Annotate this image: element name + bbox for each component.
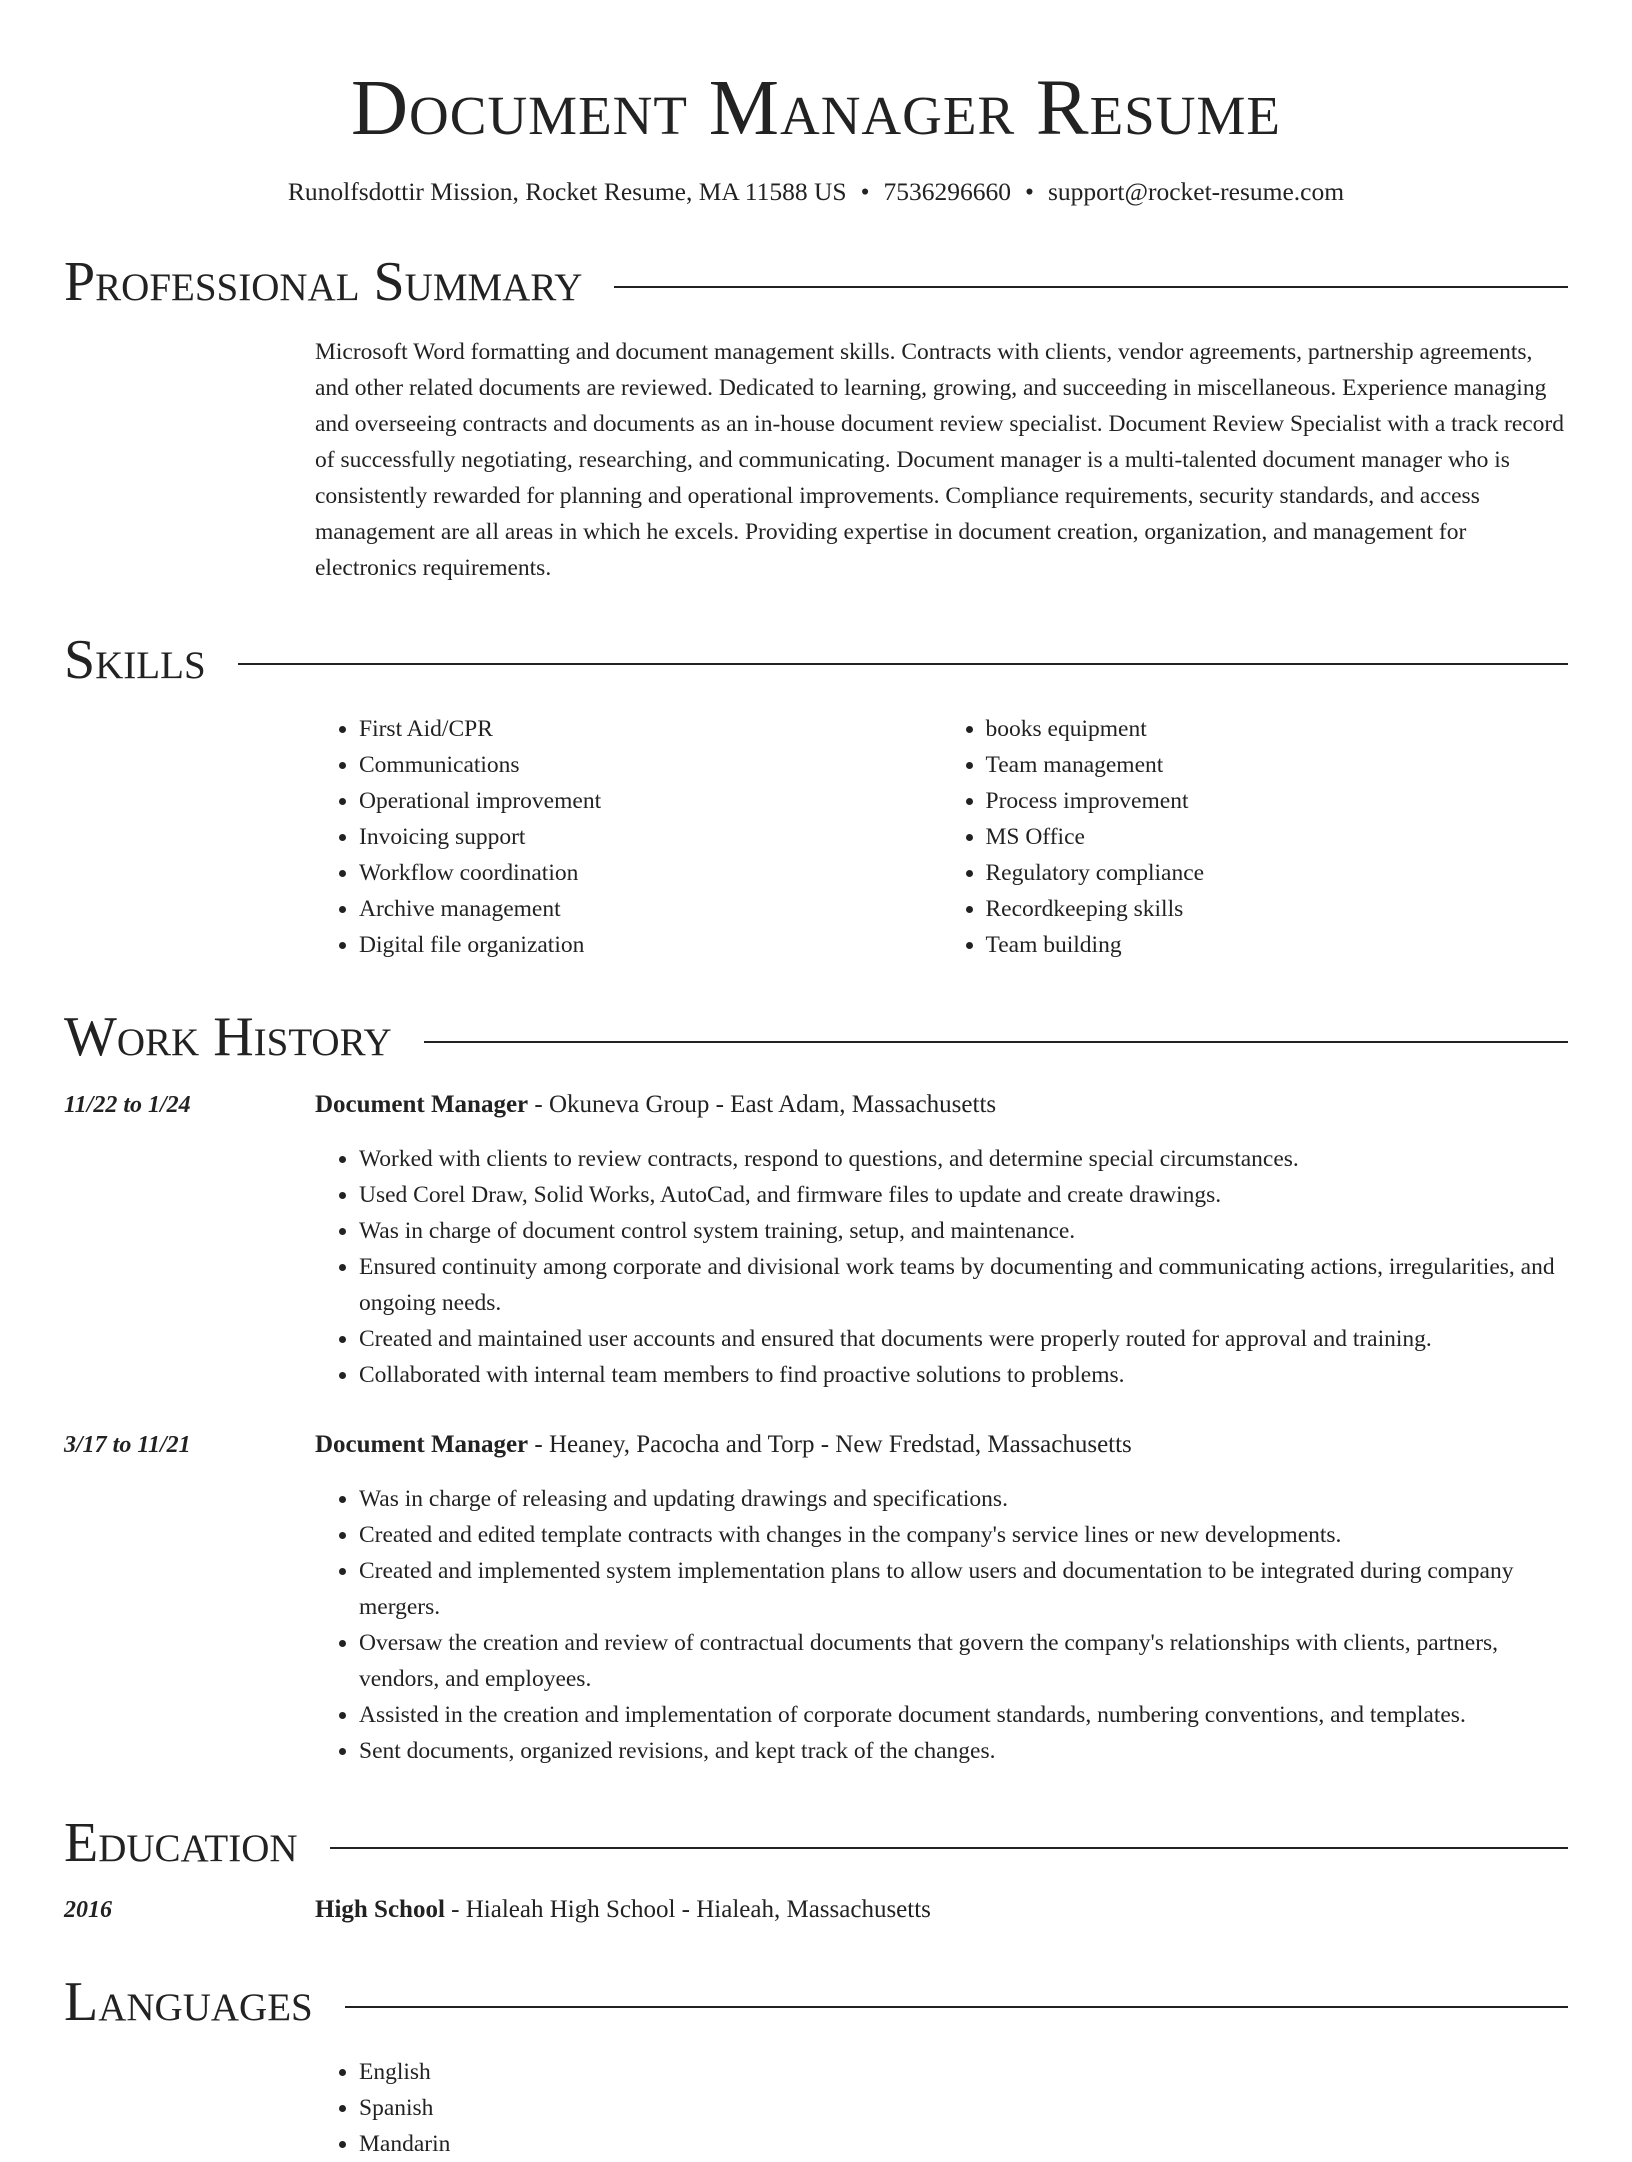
skill-item: • Process improvement — [986, 783, 1569, 819]
languages-items — [315, 2054, 1568, 2162]
skill-item: • First Aid/CPR — [359, 711, 942, 747]
contact-email: support@rocket-resume.com — [1047, 176, 1345, 206]
job-bullet: • Created and maintained user accounts and ensured that documents were properly routed for approval and training. — [359, 1321, 1568, 1357]
job-entry — [64, 1427, 1568, 1769]
job-bullet: • Was in charge of releasing and updating drawings and specifications. — [359, 1481, 1568, 1517]
contact-line — [64, 175, 1568, 208]
job-bullet: • Assisted in the creation and implementation of corporate document standards, numbering conventions, and templates. — [359, 1697, 1568, 1733]
job-bullet: • Ensured continuity among corporate and divisional work teams by documenting and communicating actions, irregularities, and ongoing needs. — [359, 1249, 1568, 1321]
skill-item: • books equipment — [986, 711, 1569, 747]
skill-item: • Team management — [986, 747, 1569, 783]
contact-phone: 7536296660 — [883, 176, 1012, 206]
job-bullets — [315, 1141, 1568, 1393]
summary-section-header — [64, 252, 1568, 314]
skill-item: • MS Office — [986, 819, 1569, 855]
skill-item: • Regulatory compliance — [986, 855, 1569, 891]
skills-list — [315, 711, 1568, 963]
job-bullet: • Oversaw the creation and review of contractual documents that govern the company's relationships with clients, partners, vendors, and employees. — [359, 1625, 1568, 1697]
education-degree: High School — [315, 1896, 445, 1924]
job-company: - Okuneva Group - East Adam, Massachusetts — [528, 1090, 997, 1118]
summary-text: Microsoft Word formatting and document management skills. Contracts with clients, vendor agreements, partnership agreements, and other related documents are reviewed. Dedicated to learning, growing, and succeeding in miscellaneous. Experience managing and overseeing contracts and documents as an in-house document review specialist. Document Review Specialist with a track record of successfully negotiating, researching, and communicating. Document manager is a multi-talented document manager who is consistently rewarded for planning and operational improvements. Compliance requirements, security standards, and access management are all areas in which he excels. Providing expertise in document creation, organization, and management for electronics requirements. — [315, 338, 1565, 581]
job-bullet: • Was in charge of document control system training, setup, and maintenance. — [359, 1213, 1568, 1249]
skill-item: • Workflow coordination — [359, 855, 942, 891]
job-company: - Heaney, Pacocha and Torp - New Fredstad, Massachusetts — [528, 1430, 1132, 1458]
skill-item: • Team building — [986, 927, 1569, 963]
job-bullet: • Sent documents, organized revisions, and kept track of the changes. — [359, 1733, 1568, 1769]
job-role: Document Manager — [315, 1090, 529, 1118]
education-heading: Education — [64, 1811, 298, 1874]
language-item: • Mandarin — [359, 2126, 1568, 2162]
job-bullet: • Created and implemented system implementation plans to allow users and documentation to be integrated during company mergers. — [359, 1553, 1568, 1625]
education-entry — [64, 1892, 1568, 1928]
section-divider — [614, 286, 1568, 288]
job-role: Document Manager — [315, 1430, 529, 1458]
education-year: 2016 — [64, 1897, 112, 1924]
languages-list — [315, 2054, 1568, 2162]
section-divider — [345, 2006, 1568, 2008]
skills-column-right — [942, 711, 1569, 963]
job-bullet: • Used Corel Draw, Solid Works, AutoCad, and firmware files to update and create drawings. — [359, 1177, 1568, 1213]
education-school: - Hialeah High School - Hialeah, Massachusetts — [444, 1896, 931, 1924]
summary-heading: Professional Summary — [64, 250, 583, 313]
skill-item: • Invoicing support — [359, 819, 942, 855]
education-header — [315, 1892, 1568, 1928]
skills-column-left — [315, 711, 942, 963]
skill-item: • Operational improvement — [359, 783, 942, 819]
skill-item: • Archive management — [359, 891, 942, 927]
work-section-header — [64, 1007, 1568, 1069]
job-dates: 3/17 to 11/21 — [64, 1431, 191, 1458]
job-header — [315, 1087, 1568, 1123]
job-bullet: • Collaborated with internal team members to find proactive solutions to problems. — [359, 1357, 1568, 1393]
job-bullet: • Created and edited template contracts with changes in the company's service lines or new developments. — [359, 1517, 1568, 1553]
skills-section-header — [64, 630, 1568, 692]
page-title: Document Manager Resume — [351, 65, 1281, 152]
job-bullet: • Worked with clients to review contracts, respond to questions, and determine special circumstances. — [359, 1141, 1568, 1177]
languages-section-header — [64, 1972, 1568, 2034]
job-bullets — [315, 1481, 1568, 1769]
languages-heading: Languages — [64, 1971, 313, 2034]
skill-item: • Communications — [359, 747, 942, 783]
skill-item: • Recordkeeping skills — [986, 891, 1569, 927]
skills-heading: Skills — [64, 628, 206, 691]
contact-separator: • — [860, 176, 870, 206]
contact-address: Runolfsdottir Mission, Rocket Resume, MA 11588 US — [287, 176, 847, 206]
section-divider — [424, 1041, 1568, 1043]
contact-separator: • — [1025, 176, 1034, 206]
job-dates: 11/22 to 1/24 — [64, 1091, 191, 1118]
section-divider — [330, 1847, 1568, 1849]
section-divider — [238, 663, 1568, 665]
skill-item: • Digital file organization — [359, 927, 942, 963]
language-item: • English — [359, 2054, 1568, 2090]
work-heading: Work History — [64, 1006, 392, 1069]
resume-page — [64, 0, 1568, 2162]
job-header — [315, 1427, 1568, 1463]
job-entry — [64, 1087, 1568, 1393]
education-section-header — [64, 1813, 1568, 1875]
language-item: • Spanish — [359, 2090, 1568, 2126]
